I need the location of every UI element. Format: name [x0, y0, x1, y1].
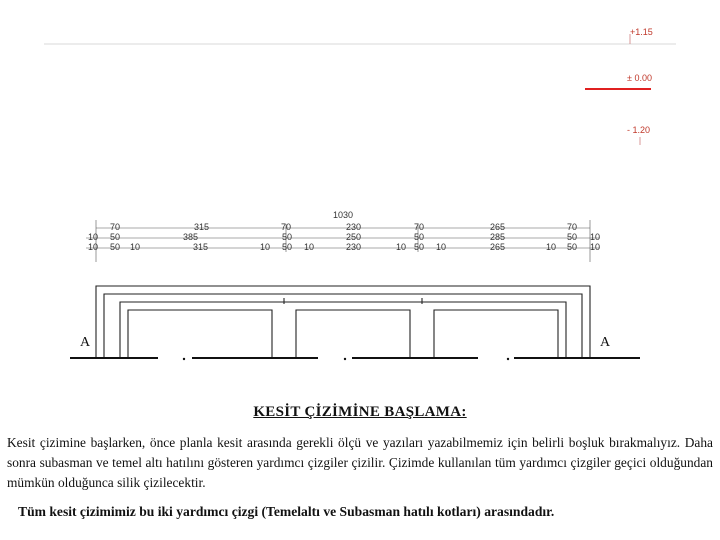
dim-r3-9: 10	[396, 242, 407, 252]
dim-r1-4: 230	[346, 222, 362, 232]
level-top-label: +1.15	[630, 27, 653, 37]
dim-r1-1: 70	[110, 222, 121, 232]
dim-r3-1: 10	[88, 242, 99, 252]
dim-r3-8: 230	[346, 242, 362, 252]
dim-r2-8: 50	[567, 232, 578, 242]
dim-r3-15: 10	[590, 242, 601, 252]
level-markers	[585, 27, 653, 145]
dim-r3-10: 50	[414, 242, 425, 252]
dim-r3-13: 10	[546, 242, 557, 252]
section-mark-right: A	[600, 335, 611, 350]
instruction-paragraph: Kesit çizimine başlarken, önce planla kesit arasında gerekli ölçü ve yazıları yazabilmemiz için belirli boşluk bırakmalıyız. Daha sonra subasman ve temel altı hatılını gösteren yardımcı çizgiler çizilir. Çizimde kullanılan tüm yardımcı çizgiler geçici olduğundan mümkün olduğunca silik çizilecektir.	[7, 435, 713, 490]
dim-r2-3: 385	[183, 232, 199, 242]
dim-r2-9: 10	[590, 232, 601, 242]
dim-total: 1030	[333, 210, 354, 220]
wall-outline	[96, 286, 590, 358]
dim-r3-4: 315	[193, 242, 209, 252]
level-zero-label: ± 0.00	[627, 73, 652, 83]
dim-r3-2: 50	[110, 242, 121, 252]
dim-r2-5: 250	[346, 232, 362, 242]
dim-r2-1: 10	[88, 232, 99, 242]
dim-r3-11: 10	[436, 242, 447, 252]
dim-r2-6: 50	[414, 232, 425, 242]
dim-r3-3: 10	[130, 242, 141, 252]
dimension-lines	[86, 220, 600, 262]
section-mark-left: A	[80, 335, 91, 350]
dim-r3-6: 50	[282, 242, 293, 252]
dim-r3-5: 10	[260, 242, 271, 252]
section-title: KESİT ÇİZİMİNE BAŞLAMA:	[253, 404, 467, 420]
dim-r2-4: 50	[282, 232, 293, 242]
emphasis-note: Tüm kesit çizimimiz bu iki yardımcı çizgi (Temelaltı ve Subasman hatılı kotları) arasındadır.	[18, 504, 555, 519]
dim-r3-14: 50	[567, 242, 578, 252]
dim-r1-6: 265	[490, 222, 506, 232]
dimension-texts	[88, 210, 600, 252]
dim-r1-7: 70	[567, 222, 578, 232]
dim-r1-5: 70	[414, 222, 425, 232]
dim-r2-7: 285	[490, 232, 506, 242]
dim-r3-7: 10	[304, 242, 315, 252]
dim-r3-12: 265	[490, 242, 506, 252]
dim-r2-2: 50	[110, 232, 121, 242]
dim-r1-2: 315	[194, 222, 210, 232]
dim-r1-3: 70	[281, 222, 292, 232]
level-bottom-label: - 1.20	[627, 125, 651, 135]
